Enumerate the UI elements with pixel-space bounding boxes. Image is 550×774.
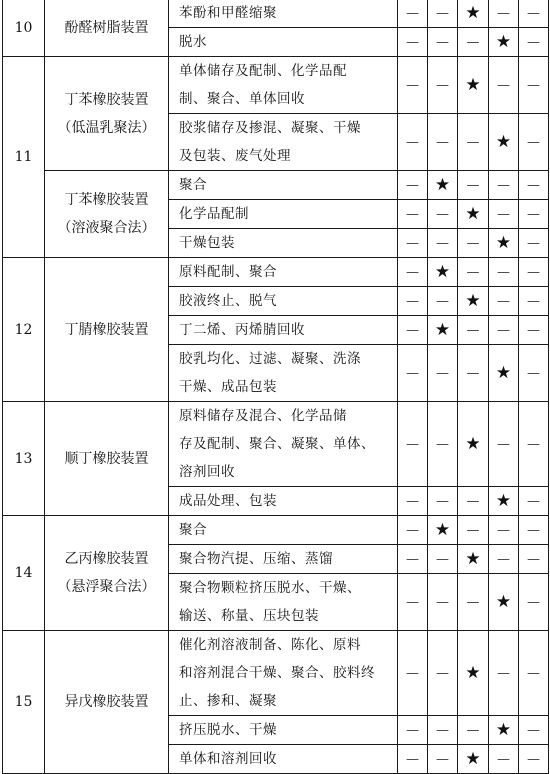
process-description: 成品处理、包装 — [169, 487, 398, 516]
dash-mark: — — [398, 487, 428, 516]
dash-mark: — — [398, 229, 428, 258]
star-mark: ★ — [458, 745, 489, 774]
dash-mark: — — [428, 574, 458, 631]
dash-mark: — — [519, 171, 549, 200]
dash-mark: — — [519, 28, 549, 57]
table-body — [3, 0, 549, 774]
device-name: 酚醛树脂装置 — [45, 0, 169, 57]
dash-mark: — — [398, 28, 428, 57]
dash-mark: — — [519, 0, 549, 28]
dash-mark: — — [398, 745, 428, 774]
process-description: 原料储存及混合、化学品储 存及配制、聚合、凝聚、单体、 溶剂回收 — [169, 402, 398, 487]
star-mark: ★ — [458, 0, 489, 28]
dash-mark: — — [458, 229, 489, 258]
process-description: 催化剂溶液制备、陈化、原料 和溶剂混合干燥、聚合、胶料终 止、掺和、凝聚 — [169, 631, 398, 716]
dash-mark: — — [398, 631, 428, 716]
star-mark: ★ — [489, 114, 519, 171]
dash-mark: — — [428, 402, 458, 487]
dash-mark: — — [458, 258, 489, 287]
process-description: 干燥包装 — [169, 229, 398, 258]
device-name: 丁腈橡胶装置 — [45, 258, 169, 402]
dash-mark: — — [398, 114, 428, 171]
dash-mark: — — [428, 345, 458, 402]
device-name: 丁苯橡胶装置 （溶液聚合法） — [45, 171, 169, 258]
star-mark: ★ — [458, 402, 489, 487]
dash-mark: — — [489, 200, 519, 229]
dash-mark: — — [398, 287, 428, 316]
item-number: 15 — [3, 631, 45, 774]
classification-table — [2, 0, 549, 774]
dash-mark: — — [458, 716, 489, 745]
dash-mark: — — [519, 57, 549, 114]
process-description: 聚合 — [169, 171, 398, 200]
item-number: 14 — [3, 516, 45, 631]
dash-mark: — — [519, 114, 549, 171]
dash-mark: — — [519, 574, 549, 631]
dash-mark: — — [519, 316, 549, 345]
dash-mark: — — [519, 487, 549, 516]
dash-mark: — — [428, 716, 458, 745]
process-description: 胶液终止、脱气 — [169, 287, 398, 316]
device-name: 乙丙橡胶装置 （悬浮聚合法） — [45, 516, 169, 631]
star-mark: ★ — [489, 574, 519, 631]
dash-mark: — — [398, 316, 428, 345]
device-name: 异戊橡胶装置 — [45, 631, 169, 774]
process-description: 单体储存及配制、化学品配 制、聚合、单体回收 — [169, 57, 398, 114]
dash-mark: — — [398, 200, 428, 229]
dash-mark: — — [489, 57, 519, 114]
dash-mark: — — [519, 287, 549, 316]
process-description: 胶浆储存及掺混、凝聚、干燥 及包装、废气处理 — [169, 114, 398, 171]
table-row — [3, 631, 549, 716]
dash-mark: — — [519, 200, 549, 229]
dash-mark: — — [519, 516, 549, 545]
dash-mark: — — [489, 0, 519, 28]
dash-mark: — — [458, 516, 489, 545]
star-mark: ★ — [458, 631, 489, 716]
device-name: 顺丁橡胶装置 — [45, 402, 169, 516]
dash-mark: — — [458, 114, 489, 171]
dash-mark: — — [398, 0, 428, 28]
dash-mark: — — [519, 345, 549, 402]
dash-mark: — — [489, 745, 519, 774]
process-description: 苯酚和甲醛缩聚 — [169, 0, 398, 28]
dash-mark: — — [489, 402, 519, 487]
table-row — [3, 0, 549, 28]
dash-mark: — — [458, 28, 489, 57]
dash-mark: — — [458, 316, 489, 345]
dash-mark: — — [428, 545, 458, 574]
item-number: 10 — [3, 0, 45, 57]
process-description: 丁二烯、丙烯腈回收 — [169, 316, 398, 345]
star-mark: ★ — [489, 28, 519, 57]
dash-mark: — — [428, 114, 458, 171]
star-mark: ★ — [428, 316, 458, 345]
process-description: 化学品配制 — [169, 200, 398, 229]
dash-mark: — — [398, 171, 428, 200]
dash-mark: — — [428, 229, 458, 258]
dash-mark: — — [428, 631, 458, 716]
table-row — [3, 171, 549, 200]
dash-mark: — — [398, 57, 428, 114]
dash-mark: — — [458, 574, 489, 631]
process-description: 聚合物汽提、压缩、蒸馏 — [169, 545, 398, 574]
dash-mark: — — [428, 287, 458, 316]
dash-mark: — — [489, 171, 519, 200]
dash-mark: — — [519, 631, 549, 716]
process-description: 单体和溶剂回收 — [169, 745, 398, 774]
star-mark: ★ — [428, 516, 458, 545]
dash-mark: — — [398, 545, 428, 574]
dash-mark: — — [489, 631, 519, 716]
dash-mark: — — [519, 716, 549, 745]
star-mark: ★ — [458, 545, 489, 574]
dash-mark: — — [489, 545, 519, 574]
dash-mark: — — [428, 57, 458, 114]
dash-mark: — — [428, 487, 458, 516]
dash-mark: — — [428, 28, 458, 57]
process-description: 聚合 — [169, 516, 398, 545]
dash-mark: — — [519, 402, 549, 487]
dash-mark: — — [519, 258, 549, 287]
dash-mark: — — [458, 171, 489, 200]
item-number: 13 — [3, 402, 45, 516]
star-mark: ★ — [428, 258, 458, 287]
dash-mark: — — [458, 345, 489, 402]
star-mark: ★ — [489, 716, 519, 745]
dash-mark: — — [428, 200, 458, 229]
star-mark: ★ — [458, 287, 489, 316]
star-mark: ★ — [428, 171, 458, 200]
dash-mark: — — [519, 745, 549, 774]
dash-mark: — — [398, 258, 428, 287]
process-description: 脱水 — [169, 28, 398, 57]
dash-mark: — — [428, 0, 458, 28]
dash-mark: — — [428, 745, 458, 774]
dash-mark: — — [398, 716, 428, 745]
dash-mark: — — [489, 258, 519, 287]
dash-mark: — — [519, 545, 549, 574]
star-mark: ★ — [458, 57, 489, 114]
process-description: 聚合物颗粒挤压脱水、干燥、 输送、称量、压块包装 — [169, 574, 398, 631]
dash-mark: — — [489, 516, 519, 545]
table-row — [3, 258, 549, 287]
table-row — [3, 402, 549, 487]
star-mark: ★ — [489, 487, 519, 516]
dash-mark: — — [398, 402, 428, 487]
process-description: 原料配制、聚合 — [169, 258, 398, 287]
item-number: 11 — [3, 57, 45, 258]
dash-mark: — — [489, 316, 519, 345]
device-name: 丁苯橡胶装置 （低温乳聚法） — [45, 57, 169, 171]
dash-mark: — — [398, 345, 428, 402]
table-row — [3, 57, 549, 114]
dash-mark: — — [519, 229, 549, 258]
star-mark: ★ — [458, 200, 489, 229]
item-number: 12 — [3, 258, 45, 402]
process-description: 挤压脱水、干燥 — [169, 716, 398, 745]
star-mark: ★ — [489, 229, 519, 258]
table-row — [3, 516, 549, 545]
dash-mark: — — [458, 487, 489, 516]
process-description: 胶乳均化、过滤、凝聚、洗涤 干燥、成品包装 — [169, 345, 398, 402]
dash-mark: — — [398, 516, 428, 545]
dash-mark: — — [398, 574, 428, 631]
dash-mark: — — [489, 287, 519, 316]
star-mark: ★ — [489, 345, 519, 402]
